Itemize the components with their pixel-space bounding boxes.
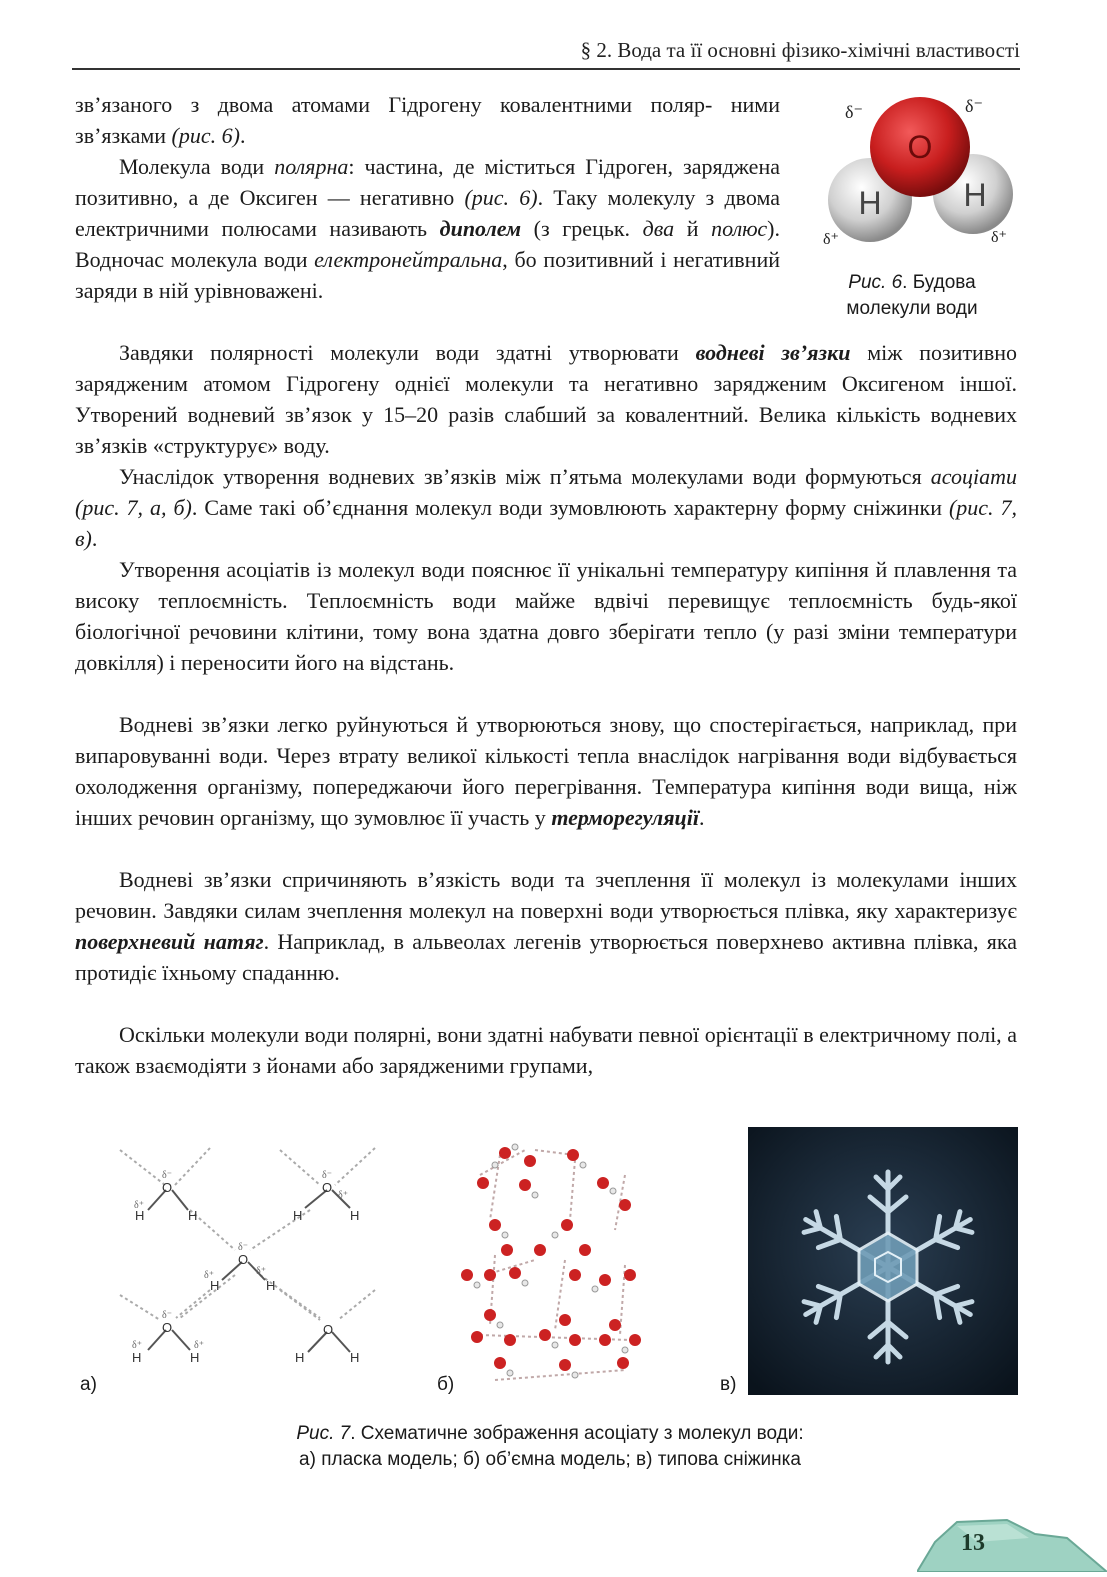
partial-charge-negative: δ⁻ (162, 1310, 172, 1321)
figure-reference: (рис. 7, в) (75, 495, 1017, 551)
partial-charge-negative: δ⁻ (322, 1170, 332, 1181)
hydrogen-symbol: H (132, 1350, 142, 1365)
term-associates: асоціати (930, 464, 1017, 489)
oxygen-symbol: O (322, 1180, 333, 1195)
caption-label: Рис. 6 (848, 272, 903, 293)
partial-charge-negative: δ⁻ (845, 102, 863, 122)
paragraph-1 (75, 89, 780, 151)
caption-label: Рис. 7 (296, 1423, 351, 1444)
hydrogen-symbol: H (295, 1350, 305, 1365)
hydrogen-symbol: H (188, 1208, 198, 1223)
term-thermoregulation: терморегуляції (551, 805, 700, 830)
term-electroneutral: електронейтральна (314, 247, 503, 272)
partial-charge-positive: δ⁺ (204, 1270, 214, 1281)
running-header: § 2. Вода та її основні фізико-хімічні властивості (580, 38, 1020, 62)
partial-charge-positive: δ⁺ (991, 229, 1007, 246)
hydrogen-symbol-right: H (963, 177, 987, 213)
figure-7a-flat-model (110, 1140, 380, 1380)
snowflake-image (748, 1127, 1018, 1395)
paragraph-5: Утворення асоціатів із молекул води пояснює її унікальні температуру кипіння й плавлення та високу теплоємність. Теплоємність води майже вдвічі перевищує теплоємність будь-якої біологічної речовини клітини, тому вона здатна довго зберігати тепло (у разі зміни температури довкілля) і переносити його на відстань. (75, 557, 1017, 675)
figure-7-caption: Рис. 7. Схематичне зображення асоціату з молекул води: а) пласка модель; б) об’ємна модель; в) типова сніжинка (296, 1423, 804, 1470)
oxygen-symbol: O (238, 1252, 249, 1267)
figure-7b-label: б) (437, 1374, 455, 1395)
partial-charge-positive: δ⁺ (338, 1190, 348, 1201)
figure-6-caption: Рис. 6. Будова молекули води (846, 272, 978, 319)
figure-7a-label: а) (80, 1374, 97, 1395)
term-polar: полярна (274, 154, 349, 179)
paragraph-3: Завдяки полярності молекули води здатні утворювати водневі зв’язки між позитивно зарядженим атомом Гідрогену однієї молекули та негативно зарядженим Оксигеном іншої. Утворений водневий зв’язок у 15–20 разів слабший за ковалентний. Велика кількість водневих зв’язків «структурує» воду. (75, 340, 1017, 458)
hydrogen-symbol: H (190, 1350, 200, 1365)
figure-reference: (рис. 7, а, б) (75, 495, 192, 520)
hydrogen-symbol: H (293, 1208, 303, 1223)
figure-7c-snowflake-photo (748, 1127, 1018, 1395)
partial-charge-positive: δ⁺ (132, 1340, 142, 1351)
covalent-bond-lines (148, 1190, 350, 1352)
figure-reference: (рис. 6) (464, 185, 538, 210)
partial-charge-positive: δ⁺ (256, 1266, 266, 1277)
page-number: 13 (961, 1530, 985, 1556)
hydrogen-symbol: H (350, 1208, 360, 1223)
term-dipole: диполем (439, 216, 522, 241)
oxygen-symbol: O (162, 1320, 173, 1335)
paragraph-4: Унаслідок утворення водневих зв’язків між п’ятьма молекулами води формуються асоціати (рис. 7, а, б). Саме такі об’єднання молекул води зумовлюють характерну форму сніжинки (рис. 7, в). (75, 464, 1017, 551)
partial-charge-positive: δ⁺ (823, 231, 839, 248)
hydrogen-bond-lines (120, 1148, 375, 1320)
oxygen-atoms (461, 1147, 641, 1371)
partial-charge-negative: δ⁻ (238, 1242, 248, 1253)
term-hydrogen-bonds: водневі зв’язки (695, 340, 851, 365)
hydrogen-symbol: H (210, 1278, 220, 1293)
figure-7b-volume-model (455, 1125, 650, 1395)
partial-charge-positive: δ⁺ (194, 1340, 204, 1351)
paragraph-6: Водневі зв’язки легко руйнуються й утворюються знову, що спостерігається, наприклад, при випаровуванні води. Через втрату великої кількості тепла внаслідок нагрівання води відбувається охолодження організму, попереджаючи його перегрівання. Температура кипіння води вища, ніж інших речовин організму, що зумовлює її участь у терморегуляції. (75, 712, 1017, 830)
hydrogen-symbol: H (266, 1278, 276, 1293)
oxygen-symbol: O (162, 1180, 173, 1195)
partial-charge-negative: δ⁻ (162, 1170, 172, 1181)
figure-7c-label: в) (720, 1374, 737, 1395)
partial-charge-positive: δ⁺ (134, 1200, 144, 1211)
text-run: ними зв’язками (75, 92, 780, 148)
text-run: зв’язаного з двома атомами Гідрогену ковалентними поляр- (75, 92, 713, 117)
partial-charge-negative: δ⁻ (965, 96, 983, 116)
figure-reference: (рис. 6) (171, 123, 240, 148)
header-divider (72, 68, 1020, 70)
hydrogen-symbol: H (350, 1350, 360, 1365)
term-surface-tension: поверхневий натяг (75, 929, 264, 954)
paragraph-2: Молекула води полярна: частина, де міститься Гідроген, заряджена позитивно, а де Оксиген — негативно (рис. 6). Таку молекулу з двома електричними полюсами називають диполем (з грецьк. два й полюс). Водночас молекула води електронейтральна, бо позитивний і негативний заряди в ній урівноважені. (75, 154, 780, 303)
text-run: . (239, 123, 246, 148)
paragraph-7: Водневі зв’язки спричиняють в’язкість води та зчеплення її молекул із молекулами інших речовин. Завдяки силам зчеплення молекул на поверхні води утворюється плівка, яку характеризує поверхневий натяг. Наприклад, в альвеолах легенів утворюється поверхнево активна плівка, яка протидіє їхньому спаданню. (75, 867, 1017, 985)
ice-lattice-model (455, 1125, 650, 1395)
page-number-tab (917, 1512, 1107, 1572)
oxygen-symbol: O (907, 129, 933, 165)
oxygen-symbol: O (323, 1322, 334, 1337)
paragraph-8: Оскільки молекули води полярні, вони здатні набувати певної орієнтації в електричному полі, а також взаємодіяти з йонами або зарядженими групами, (75, 1022, 1017, 1078)
hydrogen-symbol: H (135, 1208, 145, 1223)
figure-6-water-molecule (815, 92, 1015, 252)
hydrogen-symbol-left: H (858, 185, 882, 221)
